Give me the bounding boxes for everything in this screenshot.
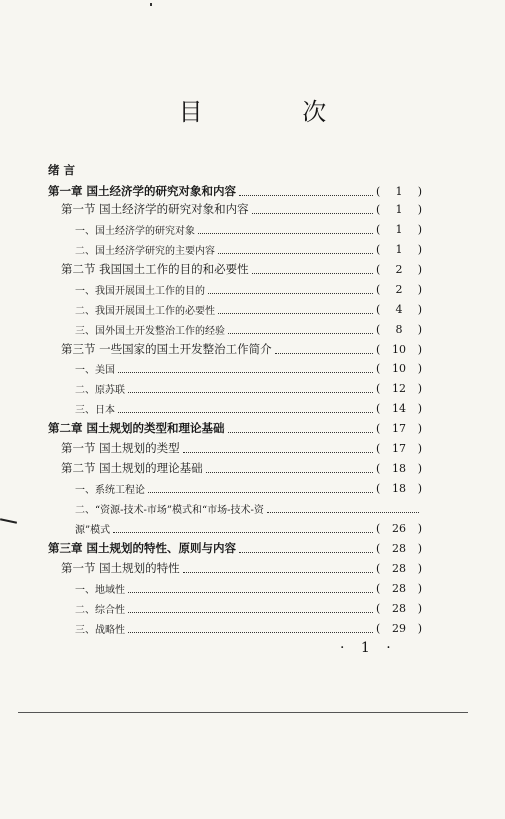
toc-item-row <box>48 478 422 498</box>
toc-label: 第一节 国土经济学的研究对象和内容 <box>61 202 249 216</box>
dot-leader <box>267 512 419 513</box>
toc-page-ref: ( 2 ) <box>376 262 422 276</box>
toc-page-ref: ( 14 ) <box>376 401 422 415</box>
dot-leader <box>118 372 373 373</box>
toc-item-row <box>48 279 422 299</box>
toc-section-row <box>48 259 422 279</box>
toc-page-ref: ( 28 ) <box>376 541 422 555</box>
toc-item-row <box>48 518 422 538</box>
toc-label: 源”模式 <box>75 524 111 536</box>
toc-label: 一、我国开展国土工作的目的 <box>75 285 205 297</box>
toc-item-row <box>48 618 422 638</box>
dot-leader <box>128 392 373 393</box>
toc-page-number: 1 <box>395 202 403 216</box>
toc-page-ref: ( 18 ) <box>376 481 422 495</box>
toc-label: 一、地域性 <box>75 584 125 596</box>
page-title: 目 次 <box>178 98 373 126</box>
dot-leader <box>118 412 373 413</box>
dot-leader <box>128 592 373 593</box>
toc-page-ref: ( 17 ) <box>376 441 422 455</box>
toc-page-ref: ( 4 ) <box>376 302 422 316</box>
toc-page-number: 17 <box>392 421 406 435</box>
toc-label: 第二节 国土规划的理论基础 <box>61 461 203 475</box>
toc-label: 绪 言 <box>48 163 76 177</box>
toc-section-row <box>48 339 422 359</box>
toc-page-ref: ( 1 ) <box>376 242 422 256</box>
dot-leader <box>208 293 373 294</box>
toc-page-number: 17 <box>392 441 406 455</box>
toc-page-ref: ( 10 ) <box>376 342 422 356</box>
toc-label: 第二章 国土规划的类型和理论基础 <box>48 421 225 435</box>
toc-page-number: 26 <box>392 521 406 535</box>
dot-leader <box>128 632 373 633</box>
toc-page-number: 2 <box>395 262 403 276</box>
toc-page-number: 10 <box>392 342 406 356</box>
toc-page-number: 12 <box>392 381 406 395</box>
dot-leader <box>113 532 373 533</box>
dot-leader <box>218 253 373 254</box>
toc-label: 三、国外国土开发整治工作的经验 <box>75 325 225 337</box>
toc-section-row <box>48 199 422 219</box>
dot-leader <box>183 572 373 573</box>
dot-leader <box>239 195 373 196</box>
toc-label: 第一章 国土经济学的研究对象和内容 <box>48 184 237 198</box>
toc-page-number: 1 <box>395 242 403 256</box>
toc-page-ref: ( 1 ) <box>376 184 422 198</box>
toc-page-ref: ( 1 ) <box>376 222 422 236</box>
toc-page-number: 28 <box>392 601 406 615</box>
dot-leader <box>239 552 373 553</box>
toc-page-number: 4 <box>395 302 403 316</box>
toc-label: 二、原苏联 <box>75 384 125 396</box>
toc-page-ref: ( 17 ) <box>376 421 422 435</box>
toc-label: 二、国土经济学研究的主要内容 <box>75 245 215 257</box>
toc-label: 第三章 国土规划的特性、原则与内容 <box>48 541 237 555</box>
dot-leader <box>128 612 373 613</box>
toc-page-ref: ( 28 ) <box>376 601 422 615</box>
toc-label: 一、系统工程论 <box>75 484 145 496</box>
toc-label: 二、“资源-技术-市场”模式和“市场-技术-资 <box>75 504 264 516</box>
dot-leader <box>206 472 373 473</box>
toc-page-number: 1 <box>395 222 403 236</box>
toc-chapter-row <box>48 160 422 180</box>
dot-leader <box>228 432 373 433</box>
toc-item-row <box>48 239 422 259</box>
toc-item-row <box>48 299 422 319</box>
toc-page-ref: ( 28 ) <box>376 561 422 575</box>
toc-page-ref: ( 8 ) <box>376 322 422 336</box>
toc-item-row <box>48 598 422 618</box>
toc-page-number: 18 <box>392 461 406 475</box>
toc-page-ref: ( 28 ) <box>376 581 422 595</box>
toc-section-row <box>48 458 422 478</box>
toc-label: 三、战略性 <box>75 624 125 636</box>
toc-page-ref: ( 10 ) <box>376 361 422 375</box>
toc-page-number: 29 <box>392 621 406 635</box>
toc-label: 一、国土经济学的研究对象 <box>75 225 195 237</box>
toc-chapter-row <box>48 181 422 201</box>
toc-item-row <box>48 219 422 239</box>
toc-page-number: 2 <box>395 282 403 296</box>
toc-page-ref: ( 12 ) <box>376 381 422 395</box>
toc-item-row <box>48 498 422 518</box>
toc-label: 第一节 国土规划的类型 <box>61 441 180 455</box>
toc-label: 三、日本 <box>75 404 115 416</box>
toc-section-row <box>48 438 422 458</box>
toc-page-ref: ( 29 ) <box>376 621 422 635</box>
toc-page-number: 14 <box>392 401 406 415</box>
dot-leader <box>198 233 373 234</box>
dot-leader <box>252 213 373 214</box>
scan-mark <box>0 518 17 523</box>
scan-speck <box>150 3 152 6</box>
dot-leader <box>218 313 373 314</box>
toc-label: 第三节 一些国家的国土开发整治工作简介 <box>61 342 272 356</box>
toc-page-number: 10 <box>392 361 406 375</box>
toc-item-row <box>48 378 422 398</box>
toc-item-row <box>48 319 422 339</box>
toc-page-number: 8 <box>395 322 403 336</box>
bottom-rule <box>18 712 468 713</box>
toc-page-number: 28 <box>392 581 406 595</box>
toc-section-row <box>48 558 422 578</box>
toc-item-row <box>48 358 422 378</box>
toc-label: 二、综合性 <box>75 604 125 616</box>
toc-page-number: 28 <box>392 541 406 555</box>
toc-page-ref: ( 18 ) <box>376 461 422 475</box>
toc-page-number: 18 <box>392 481 406 495</box>
toc-page-ref: ( 1 ) <box>376 202 422 216</box>
toc-label: 二、我国开展国土工作的必要性 <box>75 305 215 317</box>
dot-leader <box>183 452 373 453</box>
dot-leader <box>228 333 373 334</box>
toc-page-number: 1 <box>395 184 403 198</box>
toc-item-row <box>48 578 422 598</box>
toc-label: 第一节 国土规划的特性 <box>61 561 180 575</box>
toc-chapter-row <box>48 418 422 438</box>
page-number: · 1 · <box>340 640 397 656</box>
dot-leader <box>275 353 373 354</box>
toc-page-ref: ( 26 ) <box>376 521 422 535</box>
toc-label: 一、美国 <box>75 364 115 376</box>
toc-label: 第二节 我国国土工作的目的和必要性 <box>61 262 249 276</box>
dot-leader <box>252 273 373 274</box>
toc-page-number: 28 <box>392 561 406 575</box>
toc-page-ref: ( 2 ) <box>376 282 422 296</box>
dot-leader <box>148 492 373 493</box>
toc-chapter-row <box>48 538 422 558</box>
toc-item-row <box>48 398 422 418</box>
